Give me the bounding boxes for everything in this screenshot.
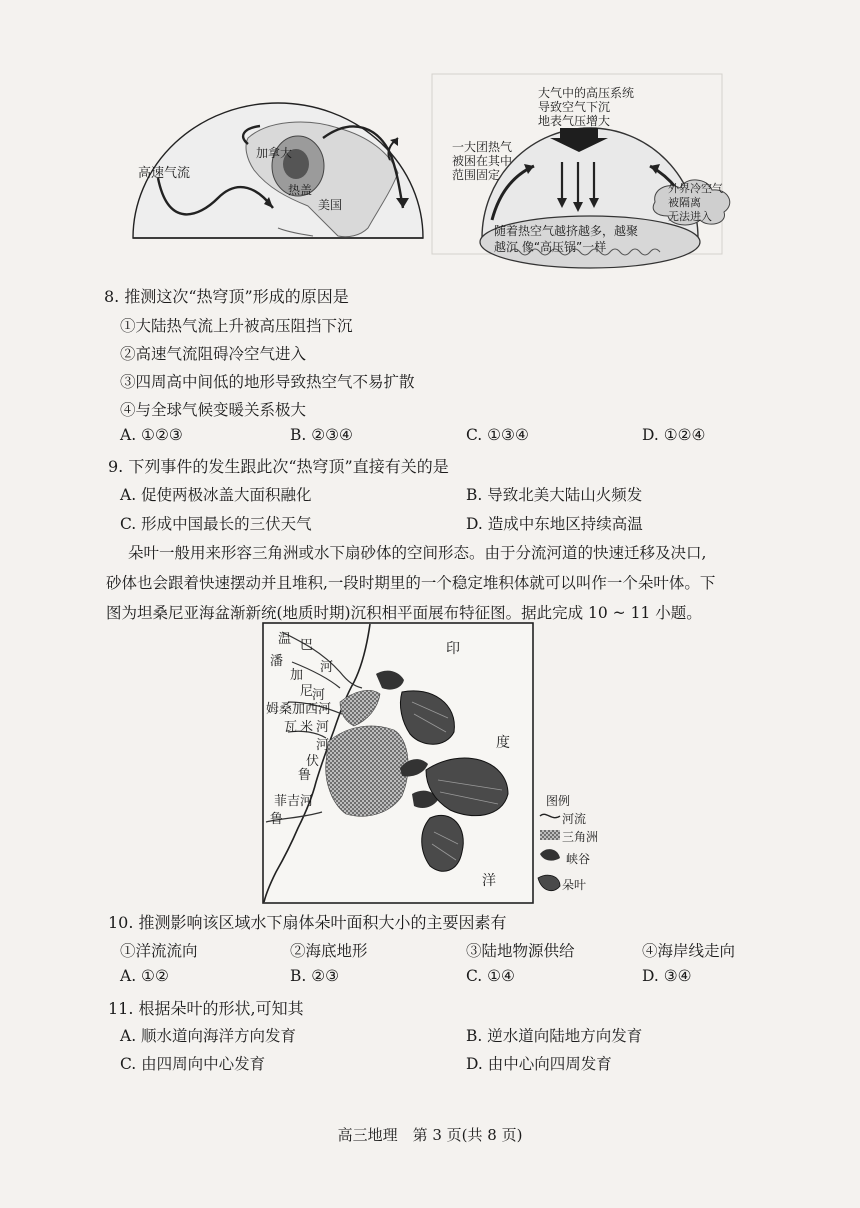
q11-choice-d: D. 由中心向四周发育 — [466, 1055, 612, 1073]
map-label-wenbahe-river: 河 — [320, 660, 334, 675]
q9-stem: 9. 下列事件的发生跟此次“热穹顶”直接有关的是 — [108, 457, 449, 476]
q8-item-1: ①大陆热气流上升被高压阻挡下沉 — [120, 317, 353, 335]
map-label-msangasi: 姆桑加西河 — [266, 702, 332, 717]
canada-label: 加拿大 — [256, 146, 293, 160]
q10-choice-c: C. ①④ — [466, 967, 515, 985]
high-pressure-note-2: 导致空气下沉 — [538, 100, 611, 114]
q8-item-3: ③四周高中间低的地形导致热空气不易扩散 — [120, 373, 415, 391]
q10-item-3: ③陆地物源供给 — [466, 942, 575, 960]
q8-choice-d: D. ①②④ — [642, 426, 706, 444]
cold-air-note-2: 被隔离 — [668, 196, 701, 209]
q8-item-4: ④与全球气候变暖关系极大 — [120, 401, 307, 419]
map-label-pan: 潘 — [270, 654, 284, 669]
cold-air-note-1: 外界冷空气 — [668, 182, 723, 195]
legend-delta: 三角洲 — [562, 830, 599, 844]
map-label-wami-river: 河 — [316, 720, 330, 735]
page-footer: 高三地理 第 3 页(共 8 页) — [337, 1126, 523, 1144]
map-label-yang: 洋 — [482, 873, 496, 889]
heat-dome-label: 热盖 — [288, 183, 313, 197]
legend-title: 图例 — [546, 794, 571, 808]
q11-stem: 11. 根据朵叶的形状,可知其 — [108, 999, 304, 1018]
dome-note-1: 随着热空气越挤越多，越聚 — [494, 224, 639, 238]
q10-item-1: ①洋流流向 — [120, 942, 198, 960]
legend-river: 河流 — [562, 812, 587, 826]
q9-choice-b: B. 导致北美大陆山火频发 — [466, 486, 643, 504]
q8-stem: 8. 推测这次“热穹顶”形成的原因是 — [104, 287, 349, 306]
map-label-rufiji: 菲吉河 — [274, 794, 314, 809]
usa-label: 美国 — [318, 198, 343, 212]
q11-choice-b: B. 逆水道向陆地方向发育 — [466, 1027, 643, 1045]
q8-item-2: ②高速气流阻碍冷空气进入 — [120, 345, 307, 363]
hot-air-note-1: 一大团热气 — [452, 140, 513, 154]
map-label-he: 河 — [316, 738, 330, 753]
map-label-wa: 瓦 — [284, 720, 298, 735]
hot-air-note-2: 被困在其中 — [452, 154, 513, 168]
q10-choice-b: B. ②③ — [290, 967, 340, 985]
dome-note-2: 越沉 像“高压锅”一样 — [494, 240, 607, 254]
q11-choice-a: A. 顺水道向海洋方向发育 — [120, 1027, 297, 1045]
q11-choice-c: C. 由四周向中心发育 — [120, 1055, 266, 1073]
map-label-yin: 印 — [446, 641, 460, 657]
cold-air-note-3: 无法进入 — [668, 210, 712, 223]
hot-air-note-3: 范围固定 — [452, 168, 501, 182]
q10-item-4: ④海岸线走向 — [642, 942, 736, 960]
q10-choice-d: D. ③④ — [642, 967, 692, 985]
q10-stem: 10. 推测影响该区域水下扇体朵叶面积大小的主要因素有 — [108, 913, 507, 932]
map-label-ni: 尼 — [300, 684, 314, 699]
q10-item-2: ②海底地形 — [290, 942, 368, 960]
high-pressure-note-1: 大气中的高压系统 — [538, 86, 635, 100]
jet-stream-label: 高速气流 — [138, 166, 191, 181]
map-label-rufiji-2: 鲁 — [270, 812, 284, 827]
q8-choice-b: B. ②③④ — [290, 426, 353, 444]
q9-choice-c: C. 形成中国最长的三伏天气 — [120, 515, 312, 533]
map-label-mi: 米 — [300, 720, 314, 735]
map-label-pangani-river: 河 — [312, 688, 326, 703]
passage-line-2: 砂体也会跟着快速摆动并且堆积,一段时期里的一个稳定堆积体就可以叫作一个朵叶体。下 — [106, 574, 716, 592]
legend-canyon: 峡谷 — [566, 852, 591, 866]
legend-lobe: 朵叶 — [562, 878, 587, 892]
q8-choice-c: C. ①③④ — [466, 426, 529, 444]
passage-line-1: 朵叶一般用来形容三角洲或水下扇砂体的空间形态。由于分流河道的快速迁移及决口, — [128, 544, 707, 562]
passage-line-3: 图为坦桑尼亚海盆渐新统(地质时期)沉积相平面展布特征图。据此完成 10 ~ 11 小题。 — [106, 604, 702, 622]
q10-choice-a: A. ①② — [120, 967, 169, 985]
map-label-ba: 巴 — [300, 638, 314, 653]
map-label-fu: 伏 — [306, 754, 320, 769]
map-label-jia: 加 — [290, 668, 304, 683]
map-label-lu: 鲁 — [298, 768, 312, 783]
map-label-du: 度 — [496, 735, 510, 751]
map-label-wen: 温 — [278, 632, 292, 647]
high-pressure-note-3: 地表气压增大 — [538, 114, 611, 128]
q9-choice-d: D. 造成中东地区持续高温 — [466, 515, 643, 533]
q8-choice-a: A. ①②③ — [120, 426, 183, 444]
q9-choice-a: A. 促使两极冰盖大面积融化 — [120, 486, 312, 504]
